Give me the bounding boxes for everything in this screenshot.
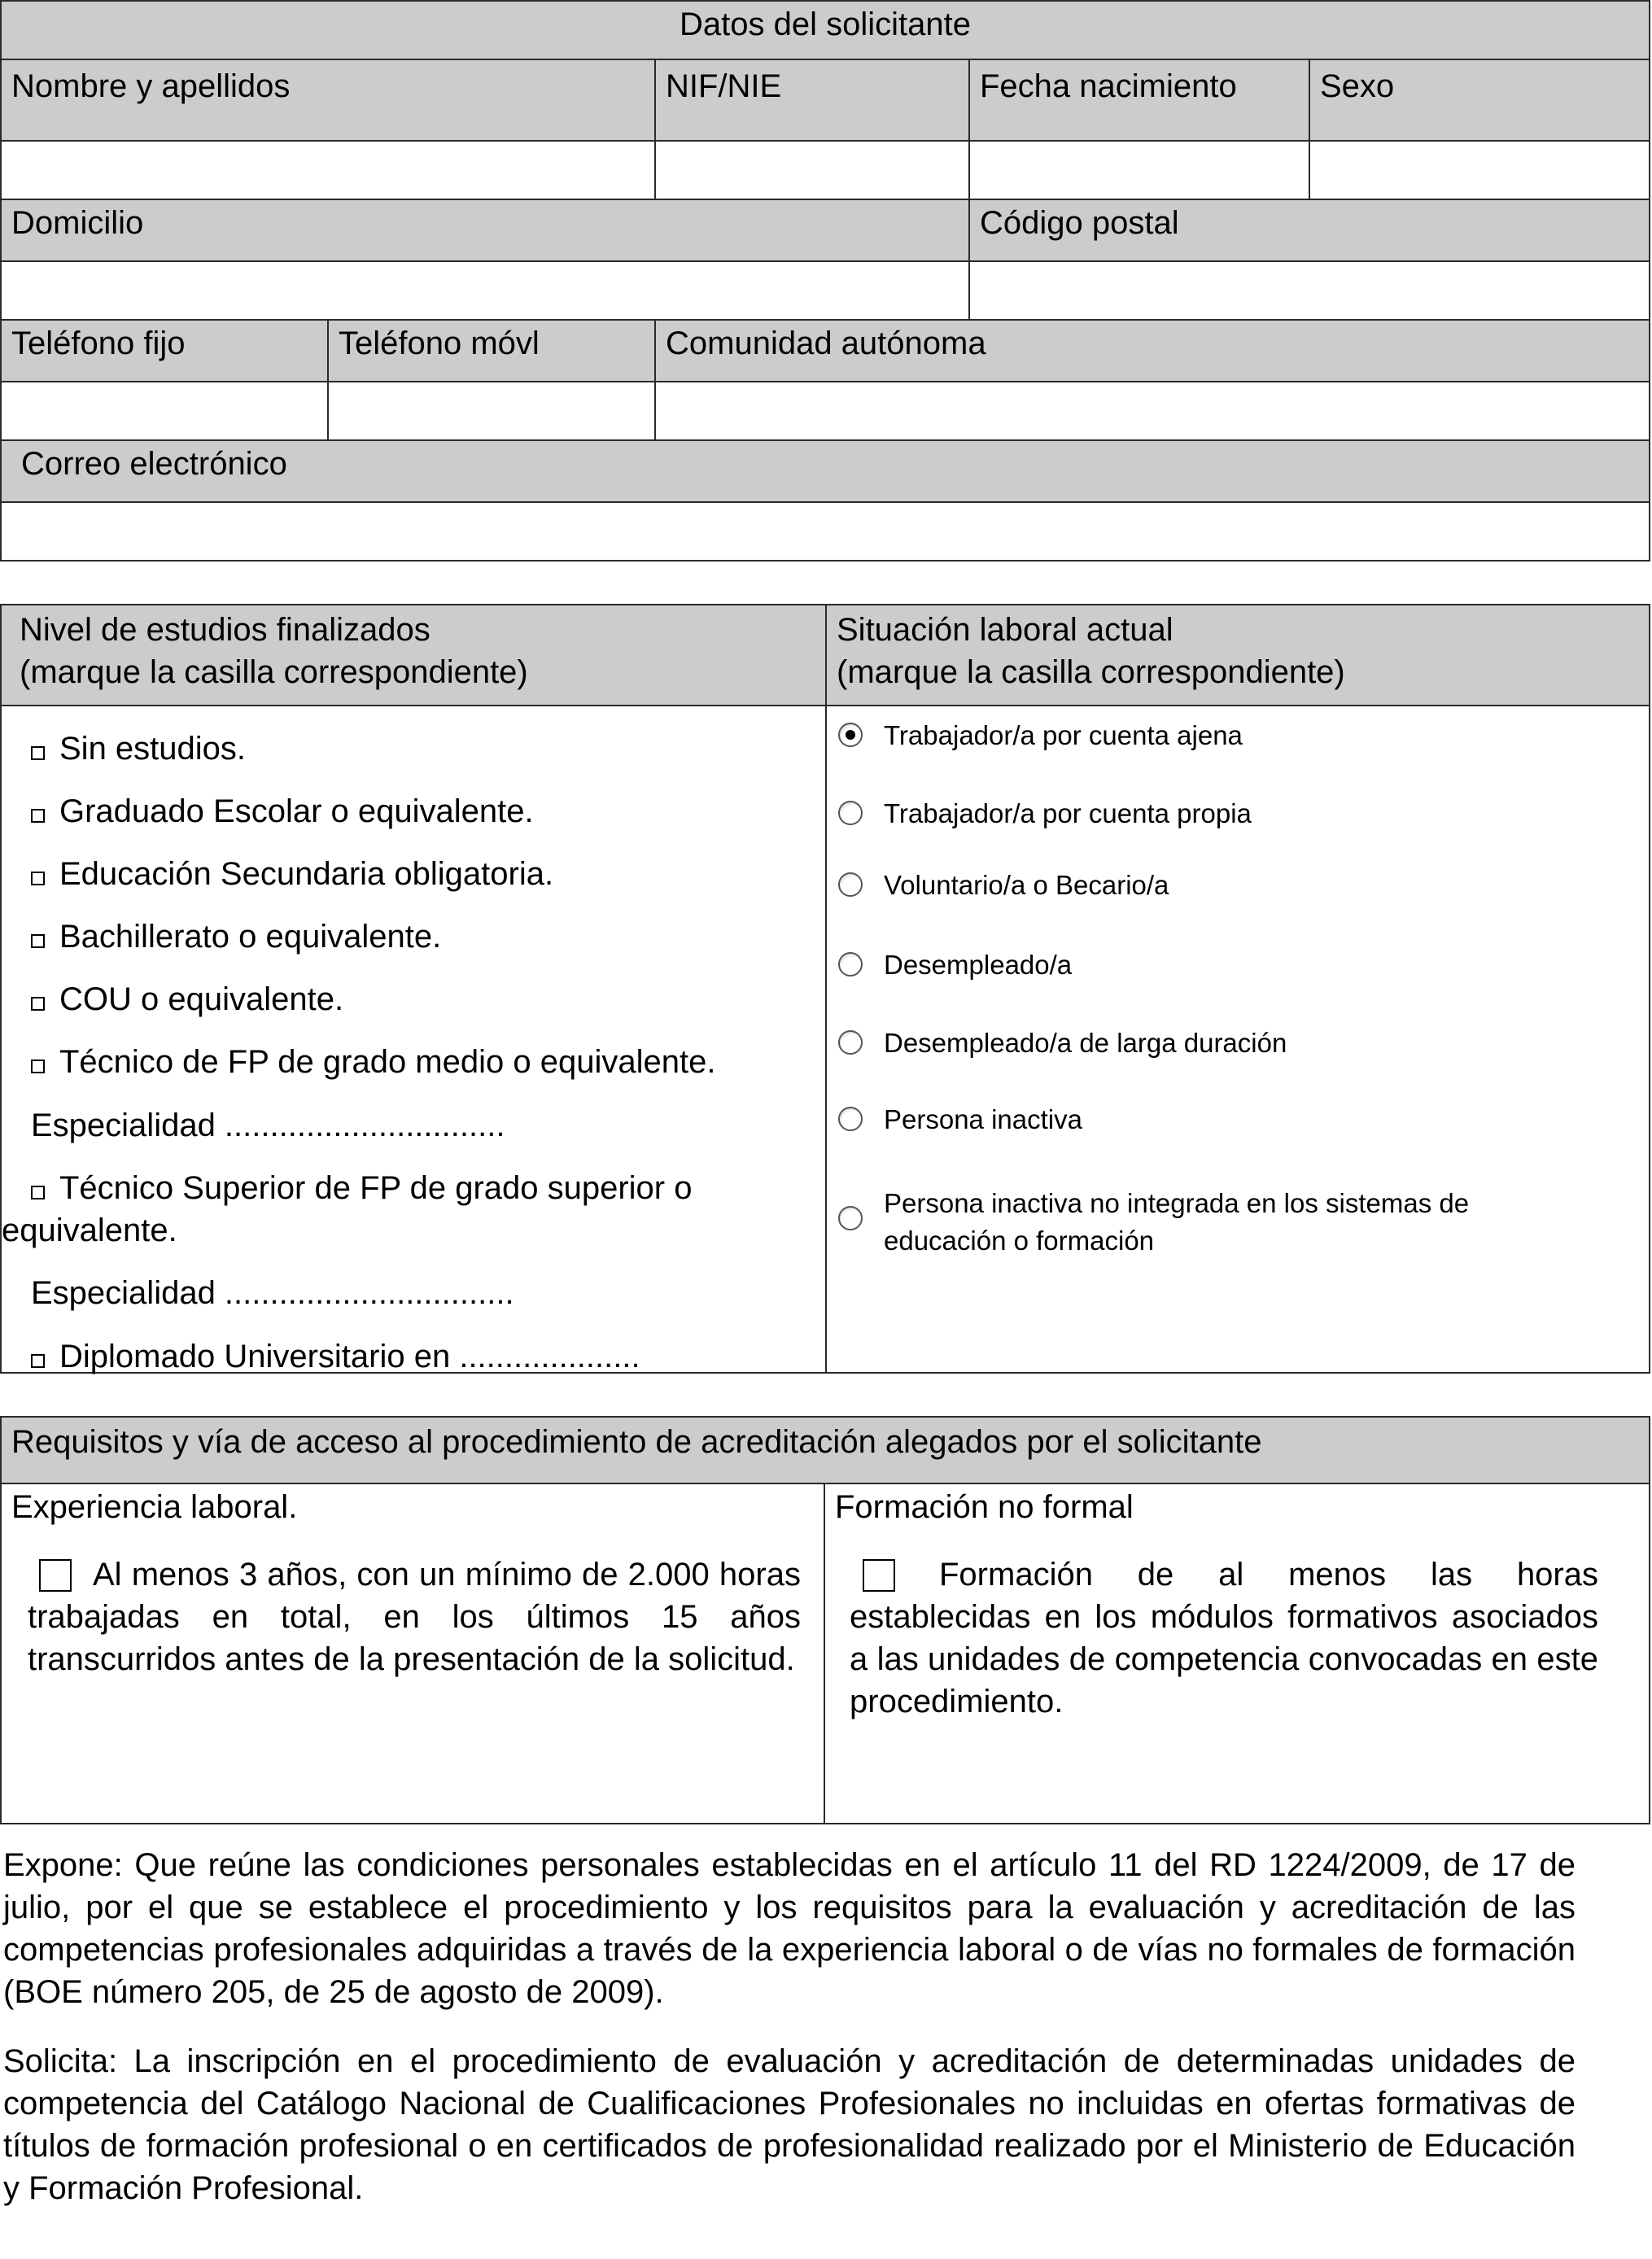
estudio-option[interactable] xyxy=(31,790,534,832)
estudio-option[interactable] xyxy=(31,728,246,770)
telefono-movil-label: Teléfono móvl xyxy=(327,319,656,382)
checkbox-icon[interactable] xyxy=(31,746,45,760)
comunidad-autonoma-label: Comunidad autónoma xyxy=(654,319,1650,382)
domicilio-field[interactable] xyxy=(0,260,970,321)
estudio-option[interactable] xyxy=(31,1167,692,1209)
radio-icon[interactable] xyxy=(838,872,863,897)
telefono-movil-field[interactable] xyxy=(327,381,656,441)
laboral-option-label-line2: educación o formación xyxy=(884,1226,1155,1256)
estudio-option-label: COU o equivalente. xyxy=(59,981,344,1017)
laboral-header-line1: Situación laboral actual xyxy=(837,612,1173,648)
checkbox-icon[interactable] xyxy=(31,997,45,1011)
especialidad-2: Especialidad ................................ xyxy=(31,1275,514,1311)
laboral-option-label xyxy=(884,1185,1469,1260)
estudio-option-label: Técnico Superior de FP de grado superior o xyxy=(59,1170,693,1206)
radio-icon[interactable] xyxy=(838,1206,863,1230)
checkbox-icon[interactable] xyxy=(31,1354,45,1368)
estudios-header xyxy=(0,604,827,706)
estudio-option-label: Graduado Escolar o equivalente. xyxy=(59,793,534,829)
laboral-option-label-line1: Persona inactiva no integrada en los sistemas de xyxy=(884,1188,1470,1218)
nombre-field[interactable] xyxy=(0,140,656,200)
telefono-fijo-field[interactable] xyxy=(0,381,329,441)
checkbox-icon[interactable] xyxy=(31,1060,45,1073)
requisitos-title: Requisitos y vía de acceso al procedimiento de acreditación alegados por el solicitante xyxy=(0,1416,1650,1484)
estudio-option[interactable] xyxy=(31,1041,715,1083)
laboral-option-label: Persona inactiva xyxy=(884,1104,1082,1134)
checkbox-icon[interactable] xyxy=(31,872,45,885)
experiencia-text: Al menos 3 años, con un mínimo de 2.000 horas trabajadas en total, en los últimos 15 años transcurridos antes de la presentación de la solicitud. xyxy=(28,1557,801,1677)
estudio-option[interactable] xyxy=(31,978,343,1020)
radio-icon[interactable] xyxy=(838,952,863,977)
formacion-label: Formación no formal xyxy=(835,1489,1134,1525)
solicita-paragraph: Solicita: La inscripción en el procedimiento de evaluación y acreditación de determinadas unidades de competencia del Catálogo Nacional de Cualificaciones Profesionales no incluidas en ofertas formativas de títulos de formación profesional o en certificados de profesionalidad realizado por el Ministerio de Educación y Formación Profesional. xyxy=(3,2043,1576,2206)
laboral-option-label: Trabajador/a por cuenta propia xyxy=(884,798,1252,828)
sexo-label: Sexo xyxy=(1309,59,1650,142)
telefono-fijo-label: Teléfono fijo xyxy=(0,319,329,382)
laboral-option-label: Desempleado/a xyxy=(884,950,1073,980)
estudio-option-label: Educación Secundaria obligatoria. xyxy=(59,856,554,892)
laboral-header-line2: (marque la casilla correspondiente) xyxy=(837,654,1345,690)
radio-icon[interactable] xyxy=(838,801,863,825)
checkbox-icon[interactable] xyxy=(31,1186,45,1199)
laboral-option-label: Voluntario/a o Becario/a xyxy=(884,870,1169,900)
laboral-option-label: Desempleado/a de larga duración xyxy=(884,1028,1287,1058)
estudio-option-label: Sin estudios. xyxy=(59,731,247,767)
estudios-header-line2: (marque la casilla correspondiente) xyxy=(20,654,528,690)
radio-icon[interactable] xyxy=(838,1107,863,1131)
domicilio-label: Domicilio xyxy=(0,199,970,262)
checkbox-icon[interactable] xyxy=(31,809,45,823)
especialidad-1: Especialidad ............................... xyxy=(31,1108,505,1143)
fecha-nacimiento-label: Fecha nacimiento xyxy=(968,59,1310,142)
laboral-header xyxy=(825,604,1650,706)
nombre-label: Nombre y apellidos xyxy=(0,59,656,142)
experiencia-label: Experiencia laboral. xyxy=(11,1489,298,1525)
nif-field[interactable] xyxy=(654,140,970,200)
comunidad-autonoma-field[interactable] xyxy=(654,381,1650,441)
estudio-option[interactable] xyxy=(31,853,553,895)
nif-label: NIF/NIE xyxy=(654,59,970,142)
radio-icon[interactable] xyxy=(838,1030,863,1055)
estudios-header-line1: Nivel de estudios finalizados xyxy=(20,612,430,648)
checkbox-icon[interactable] xyxy=(31,934,45,948)
solicitante-title: Datos del solicitante xyxy=(0,0,1650,60)
estudio-option-continuation: equivalente. xyxy=(2,1213,177,1248)
sexo-field[interactable] xyxy=(1309,140,1650,200)
laboral-option-label: Trabajador/a por cuenta ajena xyxy=(884,720,1243,750)
estudio-option-label: Técnico de FP de grado medio o equivalente. xyxy=(59,1044,716,1080)
correo-field[interactable] xyxy=(0,501,1650,561)
estudio-option-label: Bachillerato o equivalente. xyxy=(59,919,442,955)
estudio-option[interactable] xyxy=(31,915,441,958)
fecha-nacimiento-field[interactable] xyxy=(968,140,1310,200)
formacion-text: Formación de al menos las horas establecidas en los módulos formativos asociados a las unidades de competencia convocadas en este procedimiento. xyxy=(850,1557,1598,1719)
codigo-postal-label: Código postal xyxy=(968,199,1650,262)
expone-paragraph: Expone: Que reúne las condiciones personales establecidas en el artículo 11 del RD 1224/2009, de 17 de julio, por el que se establece el procedimiento y los requisitos para la evaluación y acreditación de las competencias profesionales adquiridas a través de la experiencia laboral o de vías no formales de formación (BOE número 205, de 25 de agosto de 2009). xyxy=(3,1847,1576,2010)
radio-checked-icon[interactable] xyxy=(838,723,863,747)
correo-label: Correo electrónico xyxy=(0,439,1650,503)
estudio-option-label: Diplomado Universitario en .................... xyxy=(59,1339,640,1374)
codigo-postal-field[interactable] xyxy=(968,260,1650,321)
estudio-option[interactable] xyxy=(31,1335,640,1378)
